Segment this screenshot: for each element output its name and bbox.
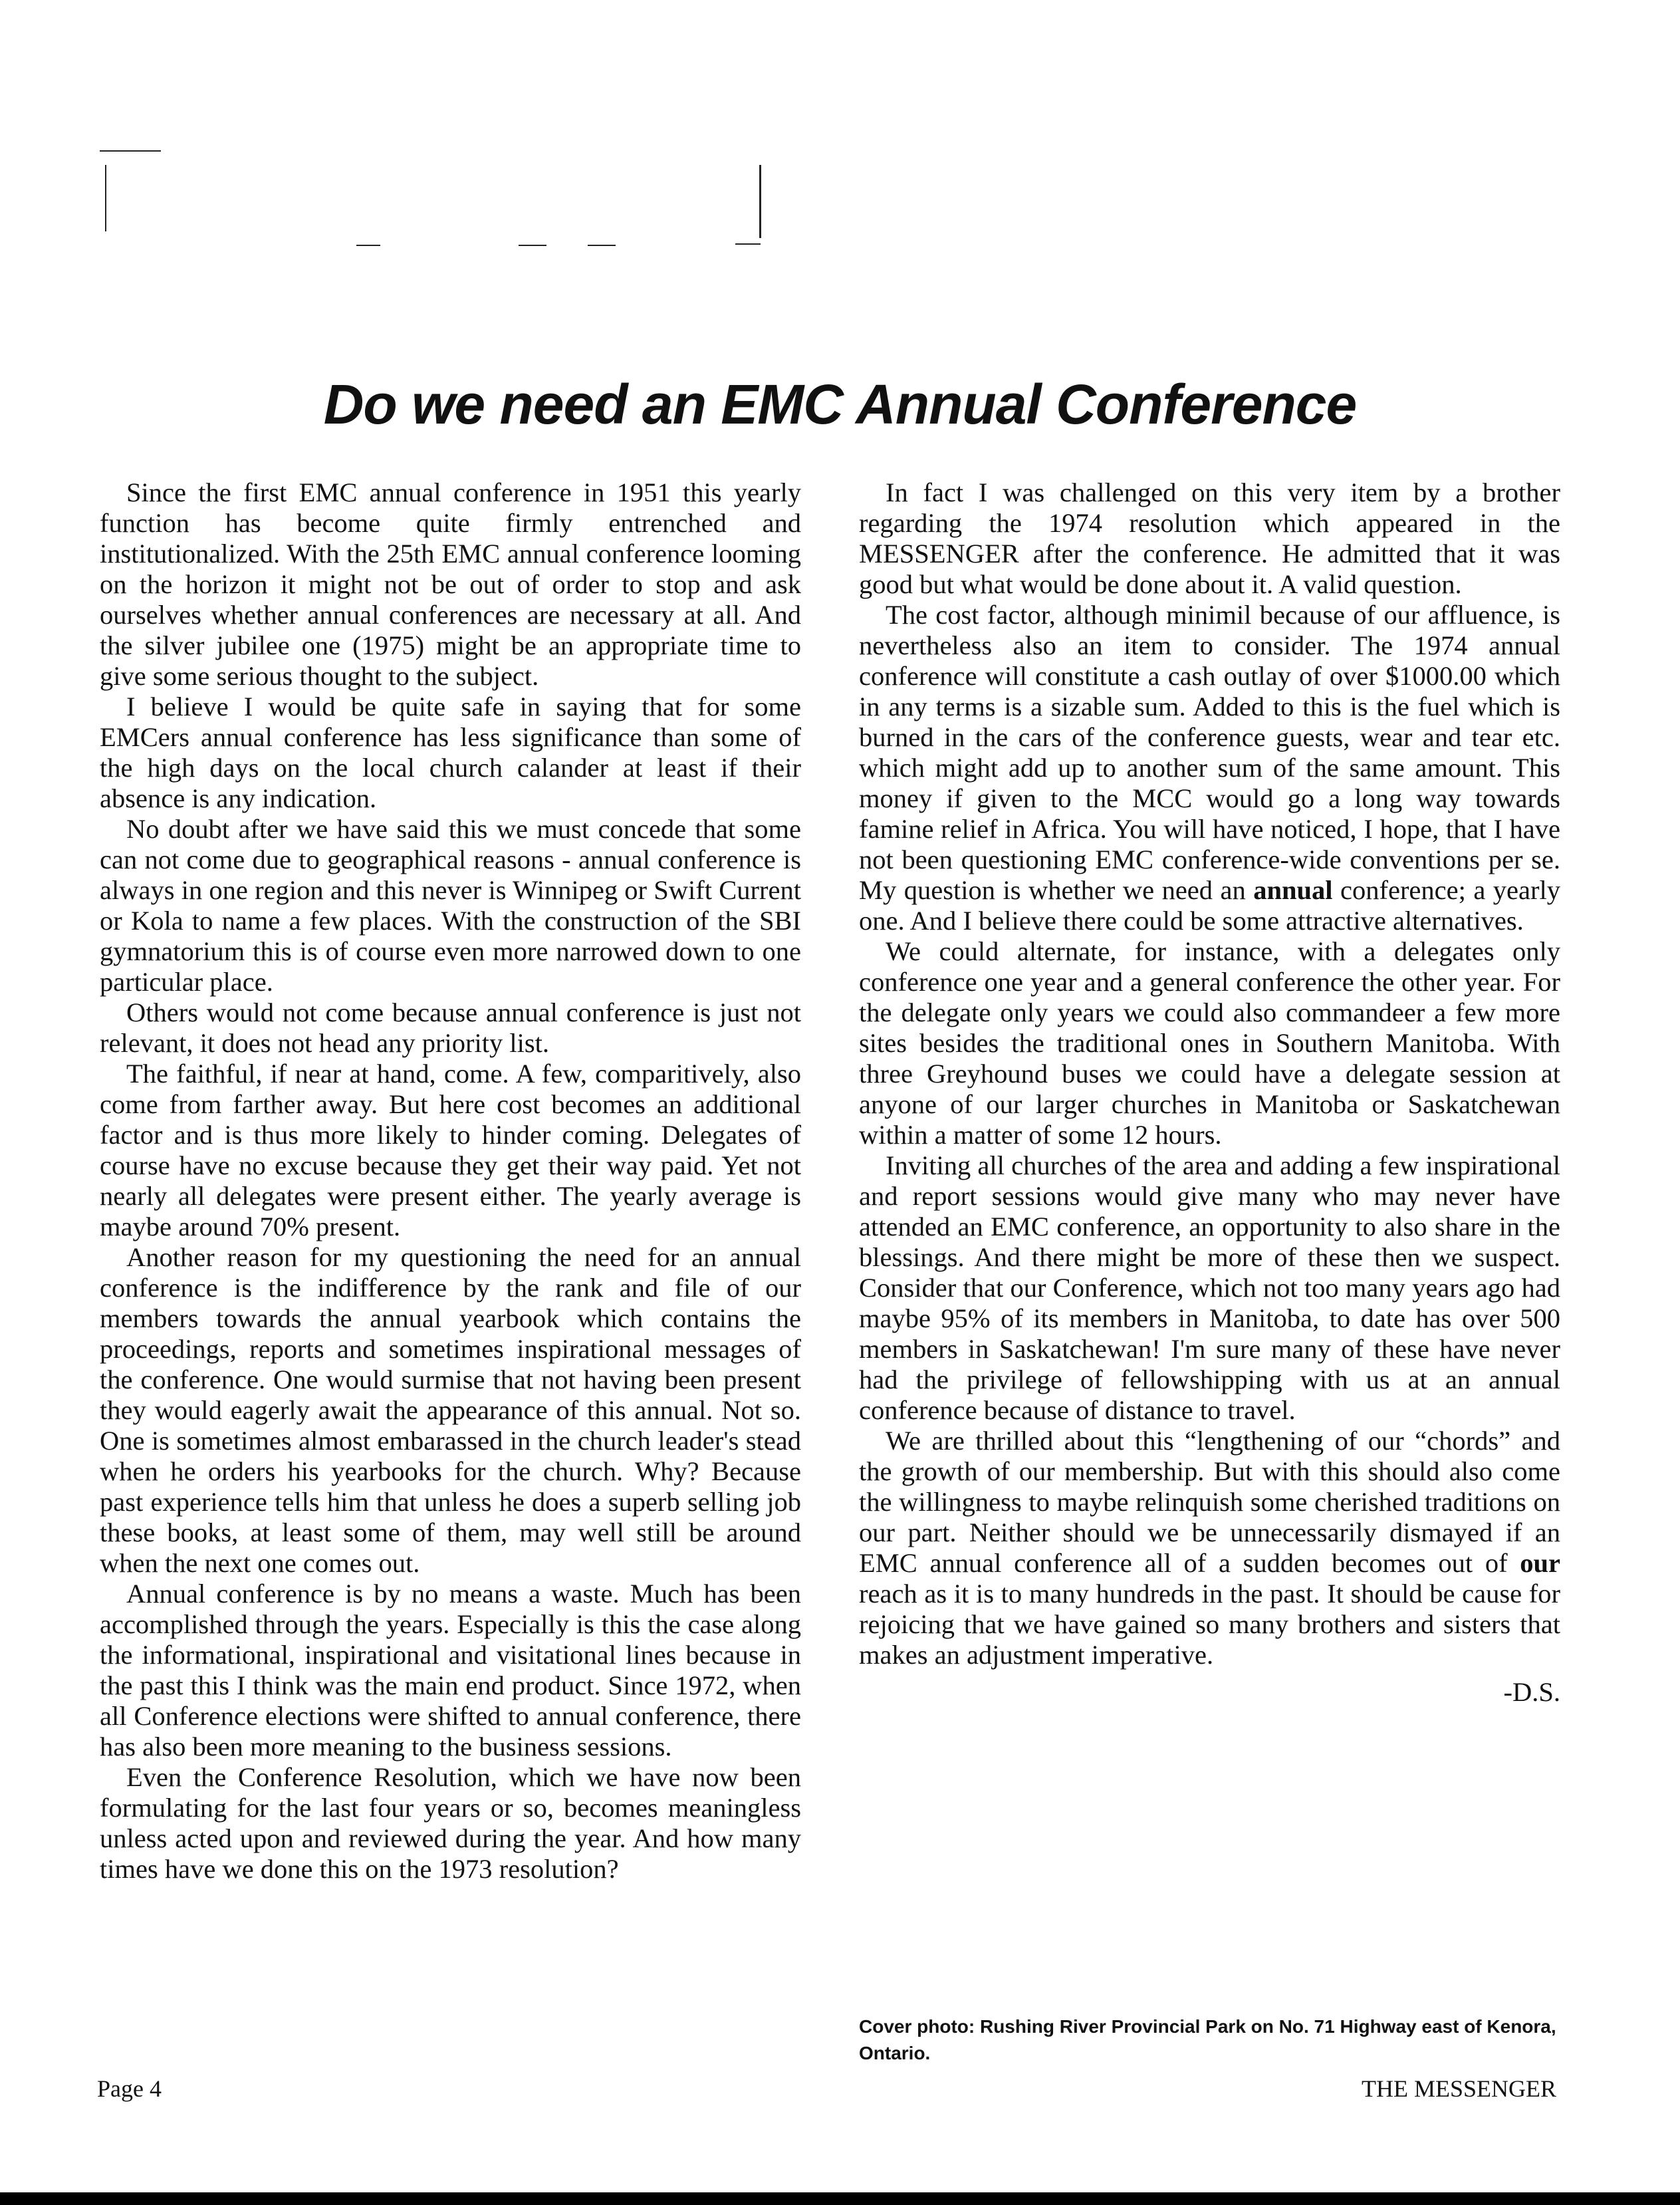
cover-photo-caption: Cover photo: Rushing River Provincial Park on No. 71 Highway east of Kenora, Ontario. xyxy=(859,2016,1556,2063)
paragraph-text: We are thrilled about this “lengthening of our “chords” and the growth of our membership. But with this should also come the willingness to maybe relinquish some cherished traditions on our part. Neither should we be unnecessarily dismayed if an EMC annual conference all of a sudden becomes out of xyxy=(859,1426,1560,1578)
emphasis-annual: annual xyxy=(1253,875,1333,905)
article-paragraph xyxy=(859,600,1560,936)
article-paragraph: Inviting all churches of the area and adding a few inspirational and report sessions would give many who may never have attended an EMC conference, an opportunity to also share in the blessings. And there might be more of these then we suspect. Consider that our Conference, which not too many years ago had maybe 95% of its members in Manitoba, to date has over 500 members in Saskatchewan! I'm sure many of these have never had the privilege of fellowshipping with us at an annual conference because of distance to travel. xyxy=(859,1150,1560,1425)
article-paragraph: Even the Conference Resolution, which we have now been formulating for the last four years or so, becomes meaningless unless acted upon and reviewed during the year. And how many times have we done this on the 1973 resolution? xyxy=(100,1762,801,1884)
article-column-right xyxy=(859,477,1560,1708)
article-paragraph: We could alternate, for instance, with a delegates only conference one year and a general conference the other year. For the delegate only years we could also commandeer a few more sites besides the traditional ones in Southern Manitoba. With three Greyhound buses we could have a delegate session at anyone of our larger churches in Manitoba or Saskatchewan within a matter of some 12 hours. xyxy=(859,936,1560,1150)
scan-mark-right-vertical xyxy=(759,165,761,238)
paragraph-text: conference; a yearly one. And I believe there could be some attractive alternatives. xyxy=(859,875,1560,936)
article-title: Do we need an EMC Annual Conference xyxy=(323,373,1357,436)
article-paragraph: Annual conference is by no means a waste. Much has been accomplished through the years. Especially is this the case along the informational, inspirational and visitational lines because in the past this I think was the main end product. Since 1972, when all Conference elections were shifted to annual conference, there has also been more meaning to the business sessions. xyxy=(100,1579,801,1761)
scan-mark-dash-3 xyxy=(588,245,616,246)
paragraph-text: The cost factor, although minimil because of our affluence, is nevertheless also an item to consider. The 1974 annual conference will constitute a cash outlay of over $1000.00 which in any terms is a sizable sum. Added to this is the fuel which is burned in the cars of the conference guests, wear and tear etc. which might add up to another sum of the same amount. This money if given to the MCC would go a long way towards famine relief in Africa. You will have noticed, I hope, that I have not been questioning EMC conference-wide conventions per se. My question is whether we need an xyxy=(859,600,1560,905)
article-column-left xyxy=(100,477,801,1884)
emphasis-our: our xyxy=(1520,1548,1560,1578)
bottom-border xyxy=(0,2192,1680,2205)
article-paragraph: I believe I would be quite safe in saying that for some EMCers annual conference has less significance than some of the high days on the local church calander at least if their absence is any indication. xyxy=(100,692,801,813)
author-signoff: -D.S. xyxy=(1503,1677,1560,1707)
scan-mark-left-vertical xyxy=(105,165,106,231)
article-paragraph xyxy=(859,1426,1560,1670)
article-paragraph: Another reason for my questioning the need for an annual conference is the indifference by the rank and file of our members towards the annual yearbook which contains the proceedings, reports and sometimes inspirational messages of the conference. One would surmise that not having been present they would eagerly await the appearance of this annual. Not so. One is sometimes almost embarassed in the church leader's stead when he orders his yearbooks for the church. Why? Because past experience tells him that unless he does a superb selling job these books, at least some of them, may well still be around when the next one comes out. xyxy=(100,1242,801,1578)
paragraph-text: reach as it is to many hundreds in the past. It should be cause for rejoicing that we have gained so many brothers and sisters that makes an adjustment imperative. xyxy=(859,1579,1560,1670)
scan-mark-dash-4 xyxy=(735,243,761,245)
scan-mark-dash-1 xyxy=(356,245,380,246)
article-paragraph: No doubt after we have said this we must concede that some can not come due to geographical reasons - annual conference is always in one region and this never is Winnipeg or Swift Current or Kola to name a few places. With the construction of the SBI gymnatorium this is of course even more narrowed down to one particular place. xyxy=(100,814,801,997)
article-paragraph: In fact I was challenged on this very item by a brother regarding the 1974 resolution which appeared in the MESSENGER after the conference. He admitted that it was good but what would be done about it. A valid question. xyxy=(859,477,1560,599)
page-number: Page 4 xyxy=(97,2075,162,2102)
article-paragraph: The faithful, if near at hand, come. A few, comparitively, also come from farther away. But here cost becomes an additional factor and is thus more likely to hinder coming. Delegates of course have no excuse because they get their way paid. Yet not nearly all delegates were present either. The yearly average is maybe around 70% present. xyxy=(100,1059,801,1241)
scan-mark-top-left xyxy=(100,150,161,152)
publication-name: THE MESSENGER xyxy=(1361,2075,1556,2102)
article-paragraph: Others would not come because annual conference is just not relevant, it does not head any priority list. xyxy=(100,997,801,1058)
article-paragraph: Since the first EMC annual conference in 1951 this yearly function has become quite firmly entrenched and institutionalized. With the 25th EMC annual conference looming on the horizon it might not be out of order to stop and ask ourselves whether annual conferences are necessary at all. And the silver jubilee one (1975) might be an appropriate time to give some serious thought to the subject. xyxy=(100,477,801,691)
scan-mark-dash-2 xyxy=(519,245,546,246)
